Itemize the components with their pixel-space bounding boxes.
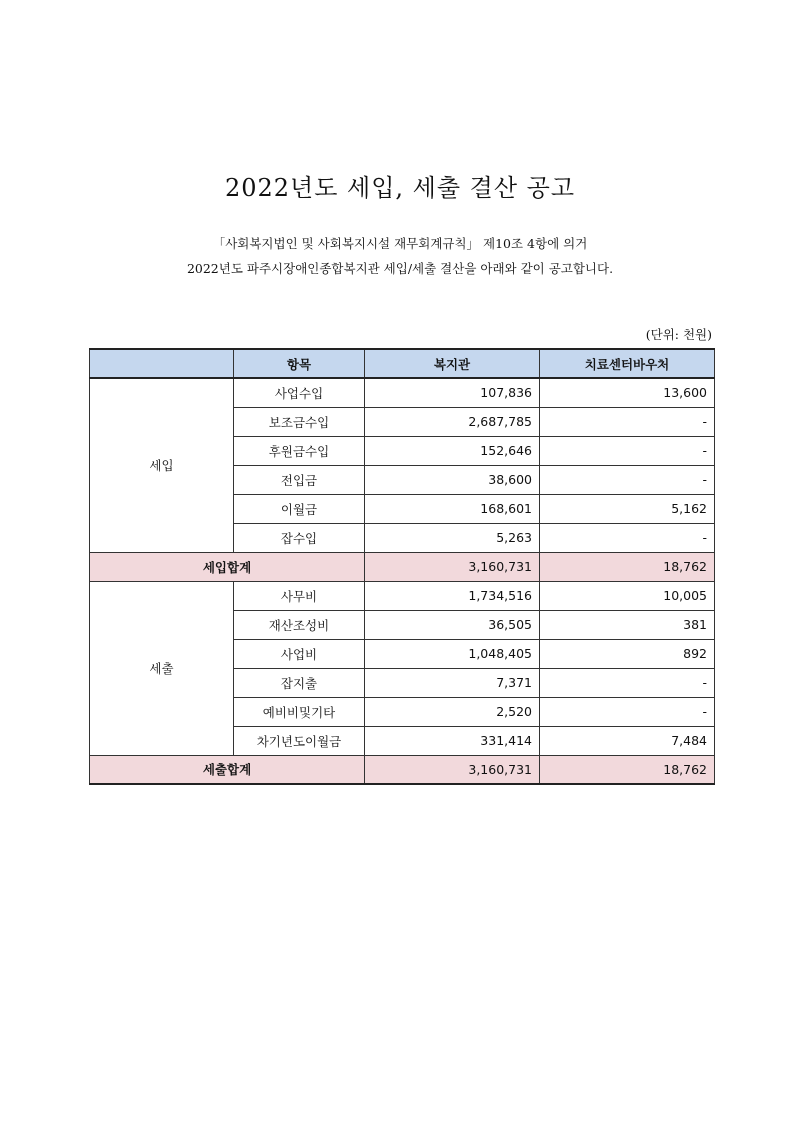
row-voucher: 7,484	[540, 726, 715, 755]
expense-total-welfare: 3,160,731	[365, 755, 540, 784]
row-welfare: 107,836	[365, 378, 540, 407]
row-welfare: 152,646	[365, 436, 540, 465]
row-welfare: 331,414	[365, 726, 540, 755]
header-voucher: 치료센터바우처	[540, 349, 715, 378]
header-item: 항목	[234, 349, 365, 378]
row-welfare: 2,520	[365, 697, 540, 726]
income-group-label: 세입	[90, 378, 234, 552]
table-row	[90, 378, 715, 407]
row-item: 이월금	[234, 494, 365, 523]
row-item: 사업수입	[234, 378, 365, 407]
income-total-label: 세입합계	[90, 552, 365, 581]
row-item: 재산조성비	[234, 610, 365, 639]
row-voucher: -	[540, 436, 715, 465]
row-welfare: 38,600	[365, 465, 540, 494]
row-item: 잡지출	[234, 668, 365, 697]
row-welfare: 168,601	[365, 494, 540, 523]
table-row	[90, 581, 715, 610]
header-welfare: 복지관	[365, 349, 540, 378]
page-title: 2022년도 세입, 세출 결산 공고	[224, 174, 576, 202]
row-voucher: 381	[540, 610, 715, 639]
settlement-table	[89, 348, 715, 785]
intro-line-1: 「사회복지법인 및 사회복지시설 재무회계규칙」 제10조 4항에 의거	[212, 236, 588, 251]
row-voucher: 892	[540, 639, 715, 668]
row-voucher: -	[540, 407, 715, 436]
row-item: 후원금수입	[234, 436, 365, 465]
income-total-row	[90, 552, 715, 581]
row-voucher: 10,005	[540, 581, 715, 610]
expense-total-voucher: 18,762	[540, 755, 715, 784]
row-welfare: 5,263	[365, 523, 540, 552]
expense-total-label: 세출합계	[90, 755, 365, 784]
row-voucher: 5,162	[540, 494, 715, 523]
expense-total-row	[90, 755, 715, 784]
income-total-welfare: 3,160,731	[365, 552, 540, 581]
row-voucher: -	[540, 523, 715, 552]
header-empty	[90, 349, 234, 378]
row-voucher: -	[540, 668, 715, 697]
expense-group-label: 세출	[90, 581, 234, 755]
unit-label: (단위: 천원)	[645, 327, 712, 342]
row-item: 잡수입	[234, 523, 365, 552]
row-item: 예비비및기타	[234, 697, 365, 726]
row-item: 사무비	[234, 581, 365, 610]
row-item: 사업비	[234, 639, 365, 668]
row-welfare: 1,048,405	[365, 639, 540, 668]
income-total-voucher: 18,762	[540, 552, 715, 581]
row-item: 전입금	[234, 465, 365, 494]
row-item: 차기년도이월금	[234, 726, 365, 755]
row-item: 보조금수입	[234, 407, 365, 436]
row-welfare: 2,687,785	[365, 407, 540, 436]
row-voucher: -	[540, 697, 715, 726]
row-welfare: 36,505	[365, 610, 540, 639]
intro-line-2: 2022년도 파주시장애인종합복지관 세입/세출 결산을 아래와 같이 공고합니다.	[186, 261, 614, 276]
row-voucher: -	[540, 465, 715, 494]
row-welfare: 1,734,516	[365, 581, 540, 610]
row-voucher: 13,600	[540, 378, 715, 407]
row-welfare: 7,371	[365, 668, 540, 697]
table-header-row	[90, 349, 715, 378]
